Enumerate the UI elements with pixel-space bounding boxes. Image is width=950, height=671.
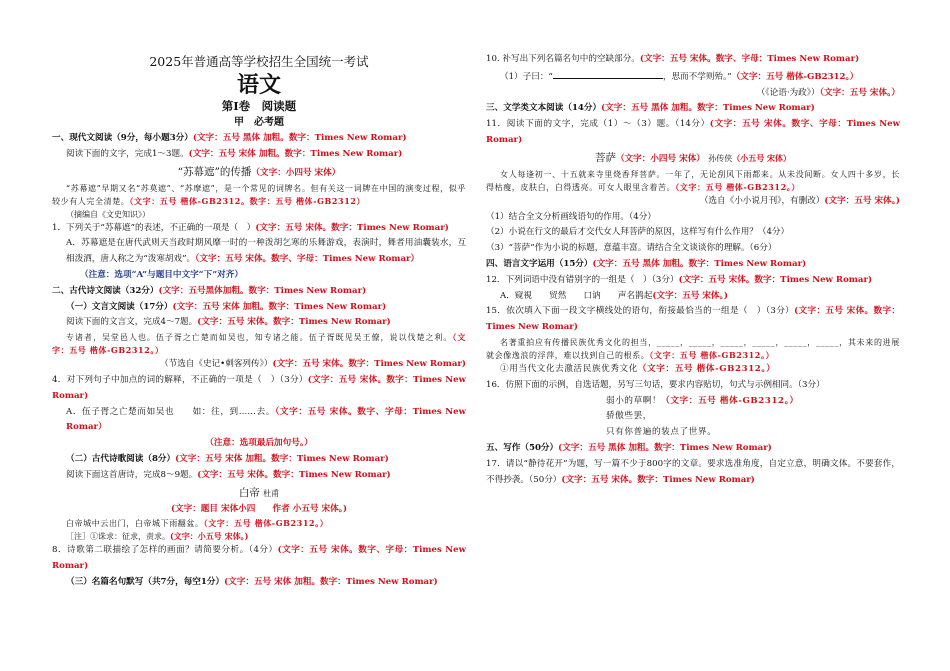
poem-format-note: (文字：题目 宋体小四 作者 小五号 宋体。) bbox=[170, 503, 348, 514]
section-2-1-intro: 阅读下面的文言文，完成4～7题。(文字：五号 宋体。数字：Times New Romar) bbox=[66, 317, 391, 328]
question-10: 10. 补写出下列名篇名句中的空缺部分。(文字：五号 宋体。数字、字母：Times New Romar) bbox=[486, 54, 860, 64]
answer-blank[interactable] bbox=[553, 68, 663, 79]
question-12-option-a: A．窥視 贸然 口讷 声名鹊起(文字：五号 宋体。) bbox=[500, 290, 728, 301]
article-title: “苏幕遮”的传播（文字：小四号 宋体） bbox=[177, 165, 341, 178]
question-16-example-2: 骄傲些罢， bbox=[606, 411, 652, 422]
question-12: 12．下列词语中没有错别字的一组是（ ）（3分）(文字：五号 宋体。数字：Times New Romar) bbox=[486, 274, 873, 285]
section-2-heading: 二、古代诗文阅读（32分）(文字：五号黑体加粗。数字：Times New Romar) bbox=[52, 285, 367, 296]
question-15-passage: 名著重拍应有传播民族优秀文化的担当，_____，_____，_____，_____，_____，_____，其未来的进展就会像逸浪的浮萍，难以找到自己的根系。（文字：五号 楷体-GB2312。） bbox=[486, 337, 900, 360]
question-8: 8．诗歌第二联描绘了怎样的画面？请简要分析。（4分）(文字：五号 宋体。数字、字母：Times New Romar) bbox=[52, 545, 466, 572]
question-11-part-2: （2）小说在行文的最后才交代女人拜菩萨的原因，这样写有什么作用？（4分） bbox=[486, 227, 790, 238]
poem-line: 白帝城中云出门，白帝城下雨翻盆。（文字：五号 楷体-GB2312。） bbox=[66, 518, 329, 529]
question-17: 17．请以“静待花开”为题，写一篇不少于800字的文章。要求选准角度，自定立意，明确文体。不要套作，不得抄袭。（50分）(文字：五号 宋体。数字：Times New Romar) bbox=[486, 458, 900, 485]
classical-source: （节选自《史记•刺客列传》）(文字：五号 宋体。数字：Times New Romar) bbox=[160, 359, 466, 370]
section-1-heading: 一、现代文阅读（9分，每小题3分）(文字：五号 黑体 加粗。数字：Times New Romar) bbox=[52, 133, 407, 143]
classical-body: 专诸者，吴堂邑人也。伍子胥之亡楚而如吴也，知专诸之能。伍子胥既见吴王僚，说以伐楚之利。（文字：五号 楷体-GB2312。） bbox=[52, 332, 467, 356]
question-11-part-3: （3）“菩萨”作为小说的标题，意蕴丰富。请结合全文谈谈你的理解。（6分） bbox=[486, 243, 777, 254]
question-16-example-3: 只有你普遍的装点了世界。 bbox=[606, 427, 717, 438]
section-3-heading: 三、文学类文本阅读（14分）(文字：五号 黑体 加粗。数字：Times New Romar) bbox=[486, 103, 815, 114]
question-11-part-1: （1）结合全文分析画线语句的作用。（4分） bbox=[486, 211, 656, 222]
question-15-option: ①用当代文化去激活民族优秀文化（文字：五号 楷体-GB2312。） bbox=[500, 363, 776, 374]
volume-title: 第Ⅰ卷 阅读题 bbox=[221, 99, 297, 113]
section-5-heading: 五、写作（50分）(文字：五号 黑体 加粗。数字：Times New Romar) bbox=[486, 442, 772, 453]
article-body: “苏幕遮”早期又名“苏莫遮”、“苏摩遮”，是一个常见的词牌名。但有关这一词牌在中国的演变过程，似乎较少有人完全清楚。（文字：五号 楷体-GB2312。数字：五号 楷体-GB2312） bbox=[52, 183, 466, 206]
note-option-alignment: （注意：选项“A”与题目中文字“下”对齐） bbox=[80, 269, 243, 280]
question-4-option-a: A．伍子胥之亡楚而如吴也 如：往，到……去。（文字：五号 宋体。数字、字母：Times New Romar） bbox=[66, 406, 466, 433]
poem-annotation: ［注］①诛求：征求，责求。(文字：小五号 宋体。) bbox=[66, 531, 249, 542]
left-column bbox=[52, 52, 466, 591]
section-1-intro: 阅读下面的文字，完成1～3题。(文字：五号 宋体 加粗。数字：Times New Romar) bbox=[66, 148, 403, 159]
question-10-item-1: （1）子曰：“ ，思而不学则殆。”（文字：五号 楷体-GB2312。） bbox=[486, 68, 900, 86]
required-title: 甲 必考题 bbox=[234, 117, 284, 128]
question-16: 16．仿照下面的示例，自选话题，另写三句话，要求内容贴切，句式与示例相同。（3分） bbox=[486, 379, 825, 390]
story-source: （选自《小小说月刊》，有删改）(文字：五号 宋体。) bbox=[699, 195, 900, 206]
section-4-heading: 四、语言文字运用（15分）(文字：五号 黑体 加粗。数字：Times New Romar) bbox=[486, 258, 807, 269]
exam-title: 2025年普通高等学校招生全国统一考试 bbox=[149, 54, 369, 69]
story-body: 女人每逢初一、十五就来寺里烧香拜菩萨。一年了，无论刮风下雨都来。从未没间断。女人四十多岁，长得枯瘦，皮肤白，白得透亮。可女人眼里含着苦。（文字：五号 楷体-GB2312。） bbox=[486, 169, 900, 192]
section-2-1-heading: （一）文言文阅读（17分）(文字：五号 宋体 加粗。数字：Times New Romar) bbox=[66, 301, 387, 312]
question-10-source: （《论语·为政》）（文字：五号 宋体。） bbox=[756, 87, 900, 98]
section-2-2-heading: （二）古代诗歌阅读（8分）(文字：五号 宋体 加粗。数字：Times New Romar) bbox=[66, 453, 389, 464]
section-2-2-intro: 阅读下面这首唐诗，完成8～9题。(文字：五号 宋体。数字：Times New Romar) bbox=[66, 469, 391, 480]
section-2-3-heading: （三）名篇名句默写（共7分，每空1分）(文字：五号 宋体 加粗。数字：Times New Romar) bbox=[66, 576, 438, 587]
note-period: （注意：选项最后加句号。） bbox=[205, 438, 313, 449]
question-11: 11．阅读下面的文字，完成（1）～（3）题。（14分）(文字：五号 宋体。数字、字母：Times New Romar) bbox=[486, 119, 900, 145]
question-4: 4．对下列句子中加点的词的解释，不正确的一项是（ ）（3分）(文字：五号 宋体。数字：Times New Romar) bbox=[52, 374, 466, 401]
article-source: （摘编自《文史知识》） bbox=[66, 209, 150, 219]
right-column bbox=[486, 52, 900, 488]
subject-title: 语文 bbox=[236, 72, 281, 98]
poem-title: 白帝 杜甫 bbox=[238, 486, 280, 499]
question-16-example-1: 弱小的草啊！（文字：五号 楷体-GB2312。） bbox=[606, 395, 799, 406]
story-title: 菩萨（文字：小四号 宋体） 孙传侠（小五号 宋体） bbox=[594, 151, 792, 164]
question-15: 15．依次填入下面一段文字横线处的语句，衔接最恰当的一组是（ ）（3分）(文字：五号 宋体。数字：Times New Romar) bbox=[486, 306, 900, 333]
question-1-option-a: A．苏幕遮是在唐代武则天当政时期风靡一时的一种泼胡乞寒的乐舞游戏，表演时，舞者用油囊装水，互相泼洒，唐人称之为“泼寒胡戏”。（文字：五号 宋体。数字、字母：Times New Romar） bbox=[66, 238, 466, 265]
question-1: 1．下列关于“苏幕遮”的表述，不正确的一项是（ ）(文字：五号 宋体。数字：Times New Romar) bbox=[52, 222, 449, 233]
